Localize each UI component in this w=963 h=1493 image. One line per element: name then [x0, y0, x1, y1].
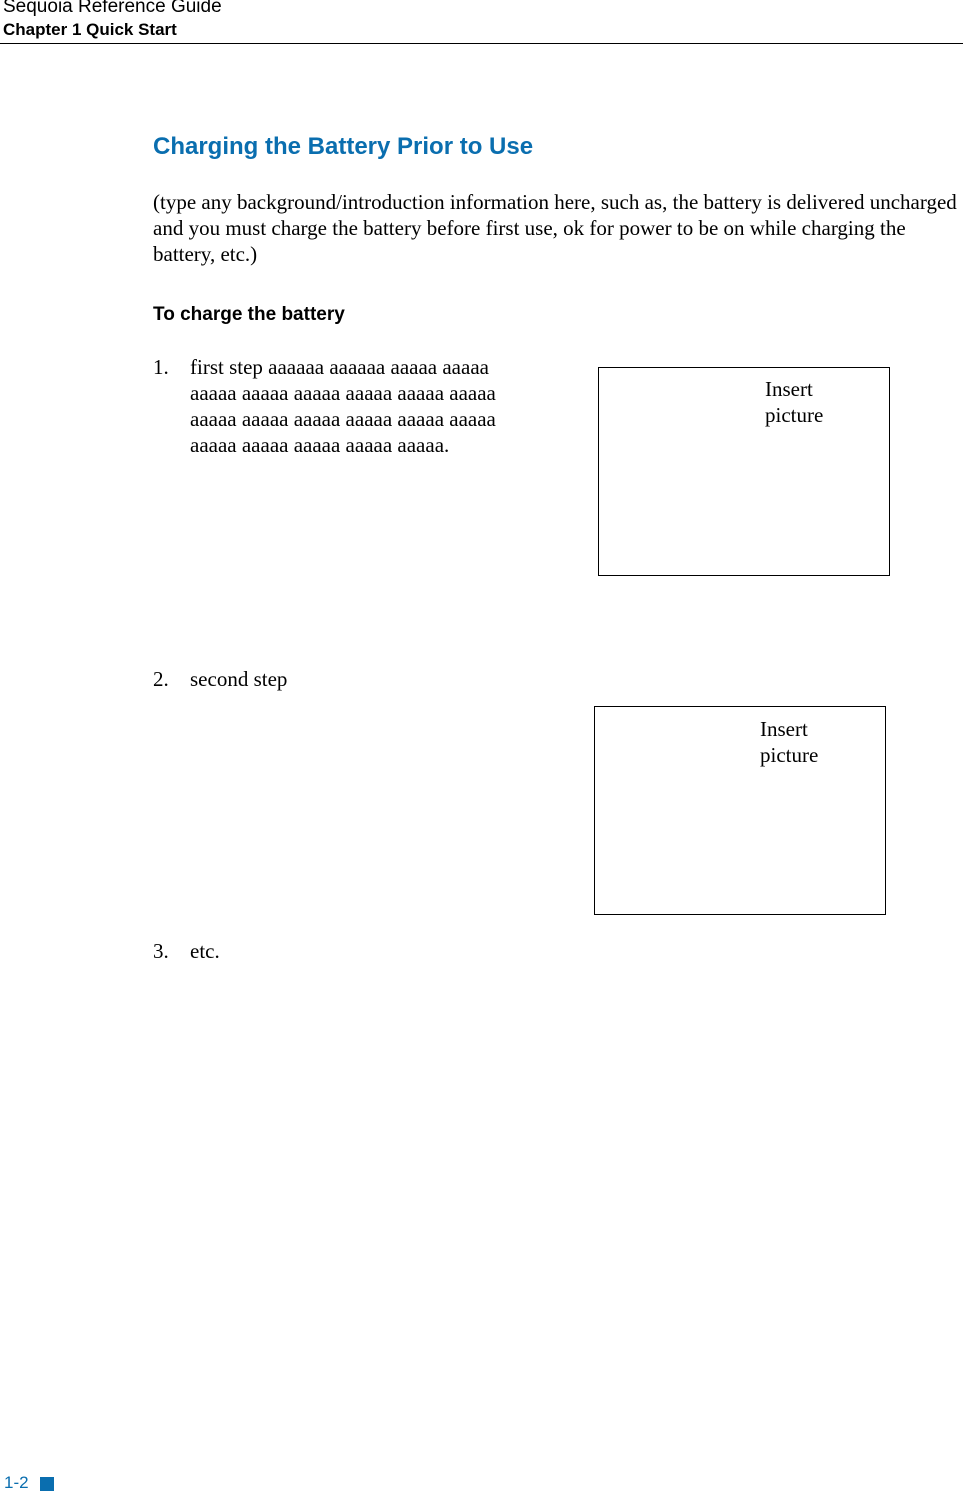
step-number: 3. — [153, 939, 169, 963]
step-number: 2. — [153, 667, 169, 691]
step-line: aaaaa aaaaa aaaaa aaaaa aaaaa. — [190, 433, 450, 457]
step-text: second step — [190, 667, 288, 691]
step-text: etc. — [190, 939, 220, 963]
picture-placeholder — [594, 706, 886, 915]
page-marker-square — [40, 1477, 54, 1491]
section-title: Charging the Battery Prior to Use — [153, 133, 534, 160]
placeholder-text: Insert picture — [765, 377, 824, 427]
intro-paragraph: (type any background/introduction information here, such as, the battery is delivered uncharged and you must charge the battery before first use, ok for power to be on while charging the battery, etc.) — [153, 190, 957, 266]
chapter-title: Chapter 1 Quick Start — [3, 20, 177, 39]
step-line: aaaaa aaaaa aaaaa aaaaa aaaaa aaaaa — [190, 381, 496, 405]
guide-title: Sequoia Reference Guide — [3, 0, 222, 17]
step-number: 1. — [153, 355, 169, 379]
header-rule — [0, 43, 963, 44]
step-line: first step aaaaaa aaaaaa aaaaa aaaaa — [190, 355, 489, 379]
procedure-title: To charge the battery — [153, 304, 345, 325]
step-text — [190, 354, 496, 458]
placeholder-text: Insert picture — [760, 717, 819, 767]
picture-placeholder — [598, 367, 890, 576]
page-number: 1-2 — [4, 1473, 29, 1492]
step-line: aaaaa aaaaa aaaaa aaaaa aaaaa aaaaa — [190, 407, 496, 431]
